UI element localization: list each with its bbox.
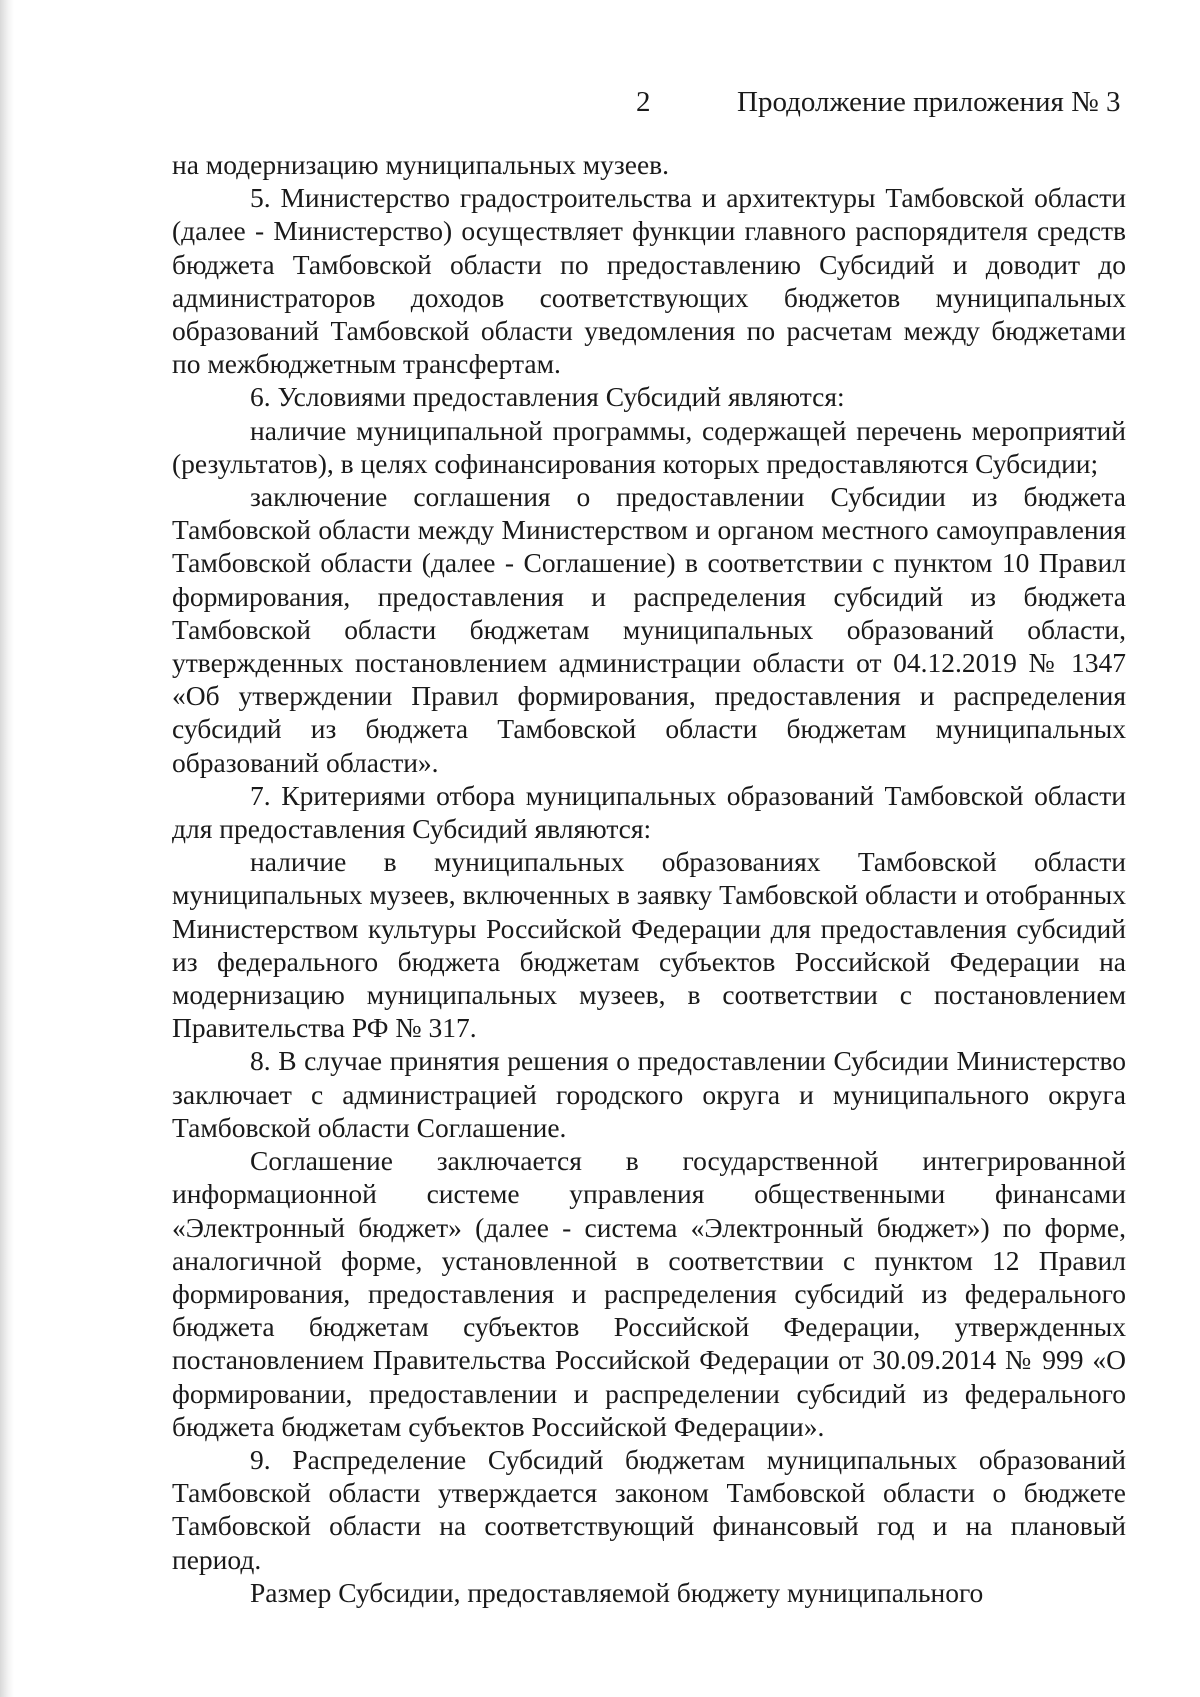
paragraph-municipal-program: наличие муниципальной программы, содержащей перечень мероприятий (результатов), в целях софинансирования которых предоставляются Субсидии; bbox=[172, 414, 1126, 479]
document-body bbox=[172, 148, 1126, 1609]
appendix-continuation-label: Продолжение приложения № 3 bbox=[737, 86, 1121, 118]
page-number: 2 bbox=[636, 86, 651, 118]
paragraph-agreement: заключение соглашения о предоставлении Субсидии из бюджета Тамбовской области между Министерством и органом местного самоуправления Тамбовской области (далее - Соглашение) в соответствии с пунктом 10 Правил формирования, предоставления и распределения субсидий из бюджета Тамбовской области бюджетам муниципальных образований области, утвержденных постановлением администрации области от 04.12.2019 № 1347 «Об утверждении Правил формирования, предоставления и распределения субсидий из бюджета Тамбовской области бюджетам муниципальных образований области». bbox=[172, 481, 1126, 778]
paragraph-5-ministry: 5. Министерство градостроительства и архитектуры Тамбовской области (далее - Министерство) осуществляет функции главного распорядителя средств бюджета Тамбовской области по предоставлению Субсидий и доводит до администраторов доходов соответствующих бюджетов муниципальных образований Тамбовской области уведомления по расчетам между бюджетами по межбюджетным трансфертам. bbox=[172, 182, 1126, 380]
paragraph-9-distribution: 9. Распределение Субсидий бюджетам муниципальных образований Тамбовской области утверждается законом Тамбовской области о бюджете Тамбовской области на соответствующий финансовый год и на плановый период. bbox=[172, 1443, 1126, 1575]
scan-edge bbox=[0, 0, 14, 1697]
paragraph-electronic-budget: Соглашение заключается в государственной интегрированной информационной системе управления общественными финансами «Электронный бюджет» (далее - система «Электронный бюджет») по форме, аналогичной форме, установленной в соответствии с пунктом 12 Правил формирования, предоставления и распределения субсидий из федерального бюджета бюджетам субъектов Российской Федерации, утвержденных постановлением Правительства Российской Федерации от 30.09.2014 № 999 «О формировании, предоставлении и распределении субсидий из федерального бюджета бюджетам субъектов Российской Федерации». bbox=[172, 1145, 1126, 1442]
paragraph-museums-criteria: наличие в муниципальных образованиях Тамбовской области муниципальных музеев, включенных в заявку Тамбовской области и отобранных Министерством культуры Российской Федерации для предоставления субсидий из федерального бюджета бюджетам субъектов Российской Федерации на модернизацию муниципальных музеев, в соответствии с постановлением Правительства РФ № 317. bbox=[172, 846, 1126, 1044]
paragraph-7-criteria: 7. Критериями отбора муниципальных образований Тамбовской области для предоставления Субсидий являются: bbox=[172, 779, 1126, 845]
paragraph-8-decision: 8. В случае принятия решения о предоставлении Субсидии Министерство заключает с администрацией городского округа и муниципального округа Тамбовской области Соглашение. bbox=[172, 1045, 1126, 1143]
page-header bbox=[0, 86, 1200, 126]
paragraph-subsidy-size: Размер Субсидии, предоставляемой бюджету муниципального bbox=[250, 1576, 984, 1608]
paragraph-6-conditions: 6. Условиями предоставления Субсидий являются: bbox=[250, 381, 845, 413]
paragraph-museum-modernization: на модернизацию муниципальных музеев. bbox=[172, 149, 670, 180]
